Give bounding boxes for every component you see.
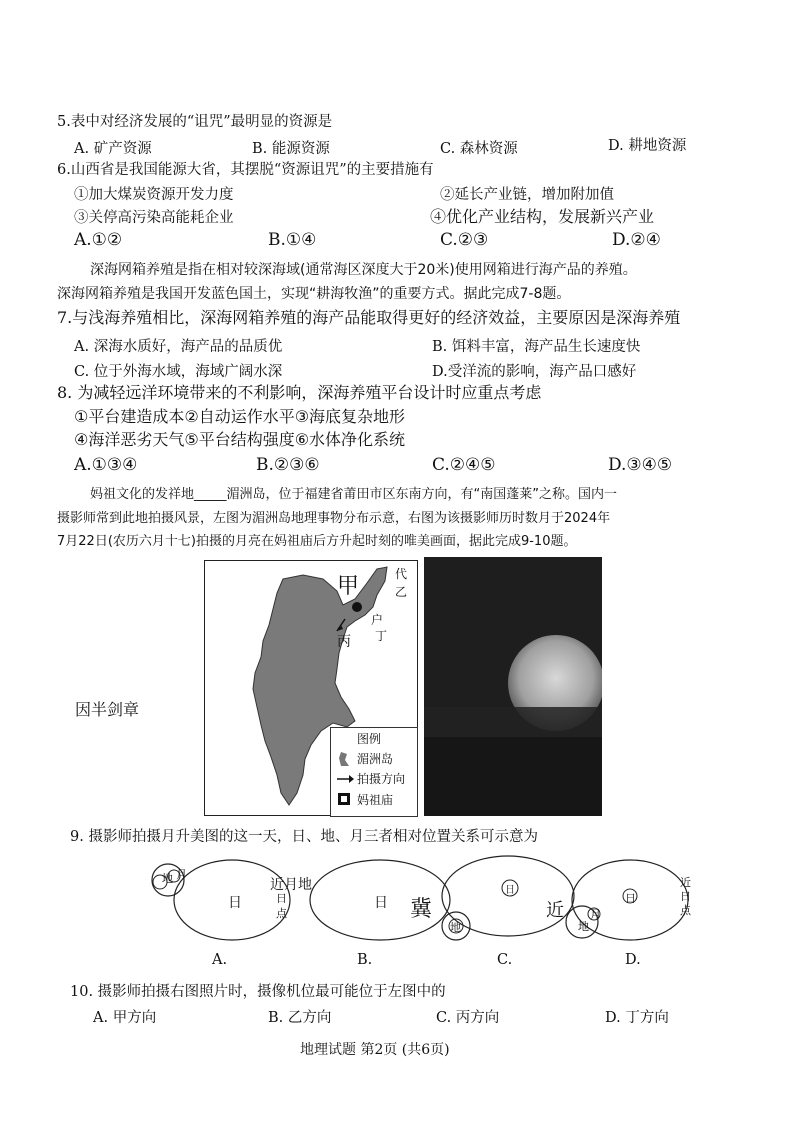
q6-item-3: ③关停高污染高能耗企业 [74,210,234,226]
q9-b-sun: 日 [374,895,388,911]
passage2-line2: 摄影师常到此地拍摄风景，左图为湄洲岛地理事物分布示意，右图为该摄影师历时数月于2024年 [57,511,611,526]
q10-option-b: B. 乙方向 [268,1010,332,1026]
q6-option-a: A.①② [74,230,123,250]
q6-option-d: D.②④ [612,230,661,250]
q10-option-a: A. 甲方向 [93,1010,157,1026]
q6-stem: 6.山西省是我国能源大省，其摆脱“资源诅咒”的主要措施有 [57,162,434,178]
q8-option-d: D.③④⑤ [608,455,673,475]
q9-option-c: C. [497,952,513,968]
q5-option-b: B. 能源资源 [252,141,330,157]
q7-option-d: D.受洋流的影响，海产品口感好 [432,364,637,380]
legend-arrow-icon [335,772,355,786]
legend-direction: 拍摄方向 [357,772,406,786]
q9-c-text: 冀 [410,897,433,922]
q6-option-c: C.②③ [440,230,489,250]
legend-title: 图例 [357,732,382,746]
q6-item-4: ④优化产业结构，发展新兴产业 [430,207,655,226]
q6-item-2: ②延长产业链，增加附加值 [440,187,614,203]
q9-a-earth: 地 [162,872,173,885]
q8-option-c: C.②④⑤ [432,455,496,475]
label-ding: 丁 [375,629,388,643]
q10-option-d: D. 丁方向 [605,1010,669,1026]
q9-d-perigee-2: 日 [680,890,691,903]
q8-option-b: B.②③⑥ [256,455,320,475]
label-hu: 户 [371,613,384,627]
q9-option-a: A. [212,952,228,968]
q5-option-c: C. 森林资源 [440,141,518,157]
q9-d-moon: 月 [590,908,601,921]
q8-items-line1: ①平台建造成本②自动运作水平③海底复杂地形 [74,407,406,426]
q9-d-sun: 日 [625,892,636,905]
q9-a-sun: 日 [228,895,242,911]
page-footer: 地理试题 第2页 (共6页) [300,1042,450,1058]
side-text: 因半剑章 [75,700,140,719]
q9-c-sun: 日 [505,885,515,896]
passage2-line3: 7月22日(农历六月十七)拍摄的月亮在妈祖庙后方升起时刻的唯美画面，据此完成9-10题。 [57,534,577,549]
q9-stem: 9. 摄影师拍摄月升美图的这一天，日、地、月三者相对位置关系可示意为 [70,829,538,845]
q8-stem: 8. 为减轻远洋环境带来的不利影响，深海养殖平台设计时应重点考虑 [57,383,542,402]
q9-a-perigee-3: 点 [276,907,287,920]
q5-option-a: A. 矿产资源 [74,141,152,157]
q9-a-perigee: 近月地 [270,877,312,893]
q7-option-a: A. 深海水质好，海产品的品质优 [74,339,283,355]
q9-d-perigee-1: 近 [680,876,691,889]
q9-d-earth: 地 [578,920,589,933]
label-bing: 丙 [337,634,351,650]
q7-option-b: B. 饵料丰富，海产品生长速度快 [432,339,641,355]
q9-d-perigee-3: 点 [680,904,691,917]
q8-option-a: A.①③④ [74,455,138,475]
q9-option-b: B. [357,952,373,968]
q10-option-c: C. 丙方向 [436,1010,500,1026]
passage1-line1: 深海网箱养殖是指在相对较深海域(通常海区深度大于20米)使用网箱进行海产品的养殖。 [90,262,637,278]
q10-stem: 10. 摄影师拍摄右图照片时，摄像机位最可能位于左图中的 [70,984,446,1000]
legend-island-icon [335,750,353,768]
legend-island: 湄洲岛 [357,752,394,766]
q6-item-1: ①加大煤炭资源开发力度 [74,187,234,203]
q8-items-line2: ④海洋恶劣天气⑤平台结构强度⑥水体净化系统 [74,430,406,449]
q6-option-b: B.①④ [268,230,317,250]
q5-option-d: D. 耕地资源 [608,138,687,154]
q7-option-c: C. 位于外海水域，海域广阔水深 [74,364,283,380]
q9-d-text: 近 [546,900,564,921]
q7-stem: 7.与浅海养殖相比，深海网箱养殖的海产品能取得更好的经济效益，主要原因是深海养殖 [57,308,681,327]
q9-option-d: D. [625,952,641,968]
moonrise-photo [424,557,602,816]
moon-photo-image [424,557,602,816]
q5-stem: 5.表中对经济发展的“诅咒”最明显的资源是 [57,114,333,130]
q9-a-perigee-2: 日 [276,892,287,905]
map-legend [330,727,418,817]
label-dai: 代 [395,567,408,581]
label-yi: 乙 [395,585,408,599]
passage2-line1: 妈祖文化的发祥地_____湄洲岛，位于福建省莆田市区东南方向，有“南国蓬莱”之称。国内一 [90,487,617,502]
legend-temple: 妈祖庙 [357,793,394,807]
label-jia: 甲 [337,574,360,599]
q9-c-earth: 地 [450,921,461,934]
q9-a-moon: 月 [176,868,187,881]
passage1-line2: 深海网箱养殖是我国开发蓝色国土，实现“耕海牧渔”的重要方式。据此完成7-8题。 [57,286,571,302]
legend-temple-icon [337,792,351,806]
